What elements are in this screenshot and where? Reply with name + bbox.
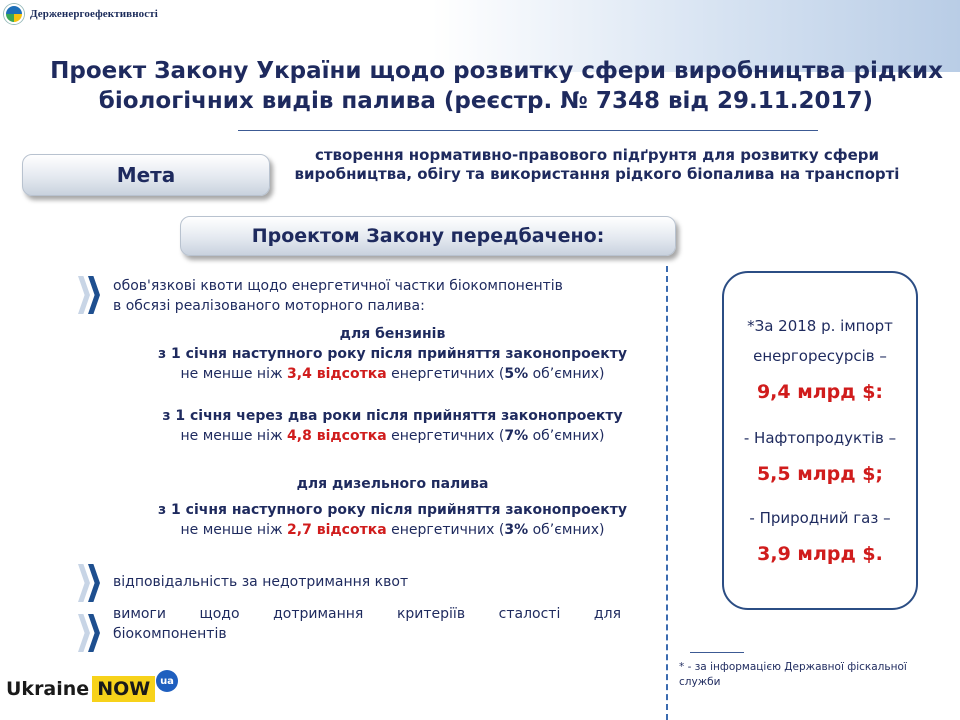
provides-label: Проектом Закону передбачено: — [251, 225, 605, 247]
petrol1-heading: з 1 січня наступного року після прийняття законопроекту — [158, 346, 627, 362]
gas-label: - Природний газ – — [749, 509, 891, 527]
ukraine-now-logo — [6, 675, 174, 702]
goal-label-box — [22, 154, 270, 196]
footnote-divider — [690, 652, 744, 653]
quotas-text — [113, 276, 653, 316]
criteria-line1: вимоги щодо дотримання критеріїв сталості для — [113, 606, 621, 622]
slide-title-line1: Проект Закону України щодо розвитку сфери виробництва рідких — [50, 58, 943, 84]
petrol2-quota: не менше ніж 4,8 відсотка енергетичних (7% об’ємних) — [180, 428, 605, 444]
chevron-icon — [78, 276, 108, 314]
diesel-block — [100, 474, 685, 540]
slide-title — [20, 56, 955, 116]
agency-name: Держенергоефективності — [30, 8, 158, 20]
brand-now: NOW — [92, 676, 155, 702]
gas-value: 3,9 млрд $. — [757, 543, 883, 565]
vertical-divider — [666, 266, 668, 720]
quotas-line1: обов'язкові квоти щодо енергетичної частки біокомпонентів — [113, 278, 563, 294]
goal-label: Мета — [116, 163, 176, 187]
import-line2: енергоресурсів – — [753, 347, 887, 365]
diesel1-quota: не менше ніж 2,7 відсотка енергетичних (3% об’ємних) — [180, 522, 605, 538]
petrol2-heading: з 1 січня через два роки після прийняття законопроекту — [162, 408, 623, 424]
quotas-line2: в обсязі реалізованого моторного палива: — [113, 298, 425, 314]
import-line1: *За 2018 р. імпорт — [747, 317, 893, 335]
import-value: 9,4 млрд $: — [756, 381, 884, 403]
chevron-icon — [78, 614, 108, 652]
title-divider — [238, 130, 818, 131]
agency-logo — [4, 4, 158, 24]
brand-ua-badge: ua — [156, 670, 178, 692]
oil-label: - Нафтопродуктів – — [743, 429, 897, 447]
petrol1-quota: не менше ніж 3,4 відсотка енергетичних (5% об’ємних) — [180, 366, 605, 382]
criteria-text — [113, 604, 621, 644]
diesel1-heading: з 1 січня наступного року після прийняття законопроекту — [158, 502, 627, 518]
footnote: * - за інформацією Державної фіскальної служби — [679, 661, 907, 688]
criteria-line2: біокомпонентів — [113, 626, 227, 642]
brand-word: Ukraine — [6, 678, 90, 700]
oil-value: 5,5 млрд $; — [756, 463, 884, 485]
provides-label-box — [180, 216, 676, 256]
chevron-icon — [78, 564, 108, 602]
import-stats-box — [722, 271, 918, 610]
petrol2-block — [100, 406, 685, 446]
goal-text: створення нормативно-правового підґрунтя для розвитку сфери виробництва, обігу та використання рідкого біопалива на транспорті — [294, 146, 900, 183]
liability-text: відповідальність за недотримання квот — [113, 574, 409, 590]
petrol-heading: для бензинів — [339, 326, 446, 342]
agency-emblem-icon — [4, 4, 24, 24]
petrol-block — [100, 324, 685, 384]
slide-title-line2: біологічних видів палива (реєстр. № 7348 від 29.11.2017) — [98, 88, 873, 114]
diesel-heading: для дизельного палива — [296, 476, 489, 492]
